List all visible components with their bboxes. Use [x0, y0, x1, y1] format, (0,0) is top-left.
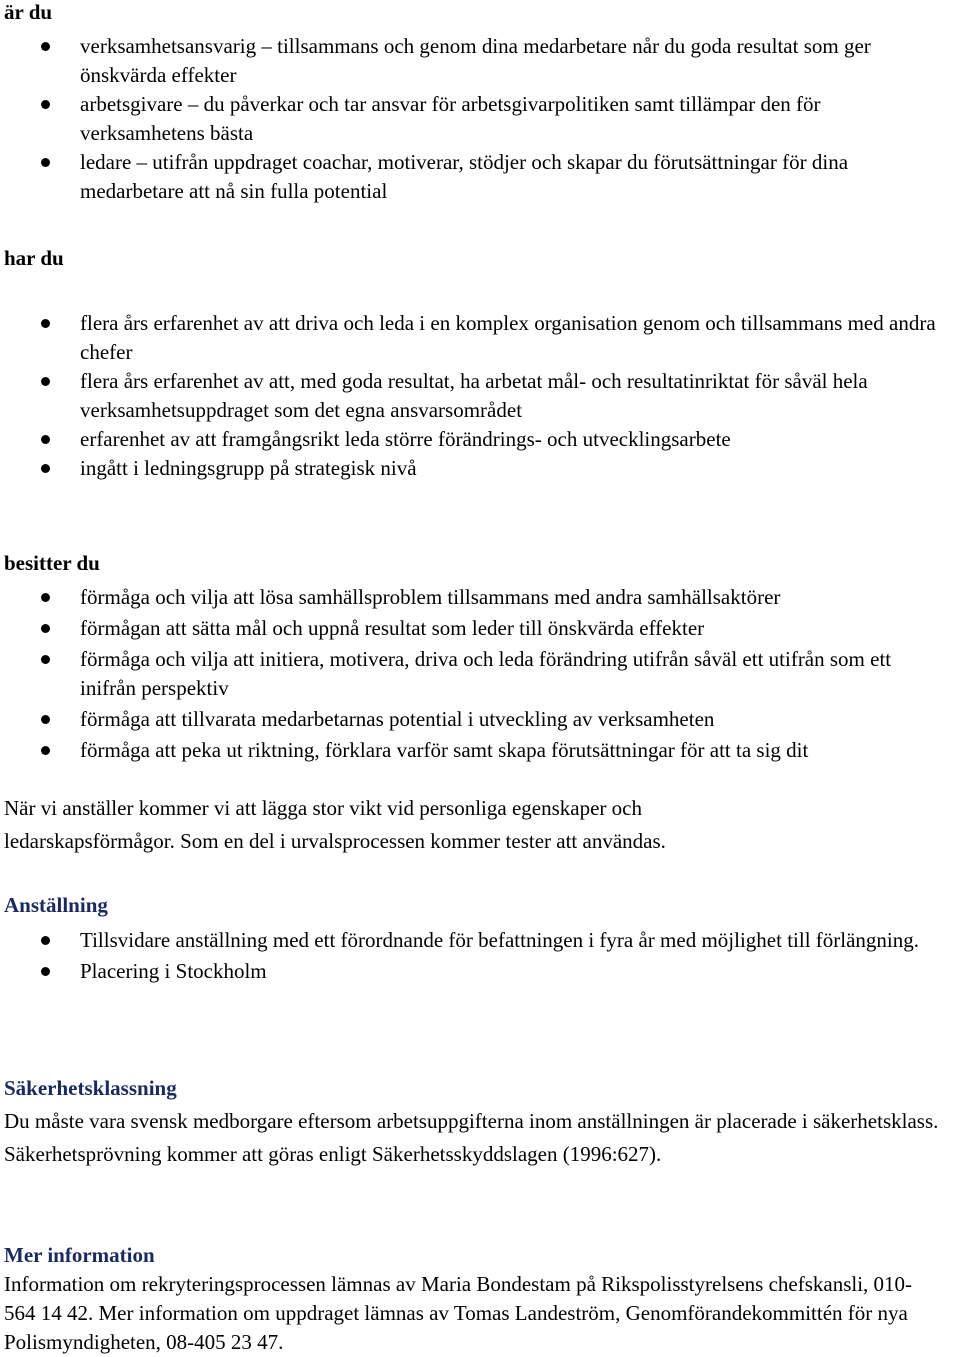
- bullet-icon: [41, 593, 50, 602]
- section-ar-du: [0, 0, 960, 24]
- list-item: förmåga och vilja att lösa samhällsproblem tillsammans med andra samhällsaktörer: [0, 583, 950, 612]
- section-heading: har du: [4, 246, 64, 270]
- list-item: Placering i Stockholm: [0, 957, 940, 986]
- list-item: flera års erfarenhet av att driva och leda i en komplex organisation genom och tillsammans med andra chefer: [0, 309, 950, 367]
- list-item: verksamhetsansvarig – tillsammans och genom dina medarbetare når du goda resultat som ger önskvärda effekter: [0, 32, 950, 90]
- section-besitter-du: [0, 551, 960, 575]
- section-har-du: [0, 246, 960, 270]
- bullet-icon: [41, 746, 50, 755]
- bullet-icon: [41, 158, 50, 167]
- bullet-icon: [41, 42, 50, 51]
- list-item: ledare – utifrån uppdraget coachar, motiverar, stödjer och skapar du förutsättningar för dina medarbetare att nå sin fulla potential: [0, 148, 950, 206]
- bullet-icon: [41, 967, 50, 976]
- bullet-icon: [41, 655, 50, 664]
- bullet-icon: [41, 435, 50, 444]
- list-har-du: [0, 309, 950, 483]
- recruitment-note: När vi anställer kommer vi att lägga stor vikt vid personliga egenskaper och ledarskapsförmågor. Som en del i urvalsprocessen kommer tester att användas.: [4, 796, 666, 853]
- section-heading: är du: [4, 0, 53, 24]
- bullet-icon: [41, 377, 50, 386]
- section-sakerhet: [0, 1076, 960, 1100]
- list-item: förmåga att tillvarata medarbetarnas potential i utveckling av verksamheten: [0, 705, 950, 734]
- list-item: erfarenhet av att framgångsrikt leda större förändrings- och utvecklingsarbete: [0, 425, 950, 454]
- bullet-icon: [41, 464, 50, 473]
- list-item: flera års erfarenhet av att, med goda resultat, ha arbetat mål- och resultatinriktat för såväl hela verksamhetsuppdraget som det egna ansvarsområdet: [0, 367, 950, 425]
- security-text: Du måste vara svensk medborgare eftersom arbetsuppgifterna inom anställningen är placerade i säkerhetsklass. Säkerhetsprövning kommer att göras enligt Säkerhetsskyddslagen (1996:627).: [4, 1109, 939, 1166]
- section-heading: Säkerhetsklassning: [4, 1076, 177, 1100]
- bullet-icon: [41, 715, 50, 724]
- list-item: ingått i ledningsgrupp på strategisk nivå: [0, 454, 950, 483]
- section-heading: Mer information: [4, 1243, 155, 1267]
- list-item: Tillsvidare anställning med ett förordnande för befattningen i fyra år med möjlighet till förlängning.: [0, 926, 940, 955]
- list-item: förmågan att sätta mål och uppnå resultat som leder till önskvärda effekter: [0, 614, 950, 643]
- section-anstallning: [0, 893, 960, 917]
- section-heading: besitter du: [4, 551, 100, 575]
- list-item: förmåga att peka ut riktning, förklara varför samt skapa förutsättningar för att ta sig dit: [0, 736, 950, 765]
- section-mer-info: [0, 1243, 960, 1267]
- contact-text: Information om rekryteringsprocessen lämnas av Maria Bondestam på Rikspolisstyrelsens chefskansli, 010-564 14 42. Mer information om uppdraget lämnas av Tomas Landeström, Genomförandekommittén för nya Polismyndigheten, 08-405 23 47.: [4, 1272, 913, 1354]
- list-ar-du: [0, 32, 950, 206]
- list-item: arbetsgivare – du påverkar och tar ansvar för arbetsgivarpolitiken samt tillämpar den för verksamhetens bästa: [0, 90, 950, 148]
- list-besitter-du: [0, 583, 950, 765]
- bullet-icon: [41, 100, 50, 109]
- bullet-icon: [41, 936, 50, 945]
- bullet-icon: [41, 319, 50, 328]
- list-item: förmåga och vilja att initiera, motivera, driva och leda förändring utifrån såväl ett utifrån som ett inifrån perspektiv: [0, 645, 950, 703]
- list-anstallning: [0, 926, 940, 986]
- bullet-icon: [41, 624, 50, 633]
- section-heading: Anställning: [4, 893, 108, 917]
